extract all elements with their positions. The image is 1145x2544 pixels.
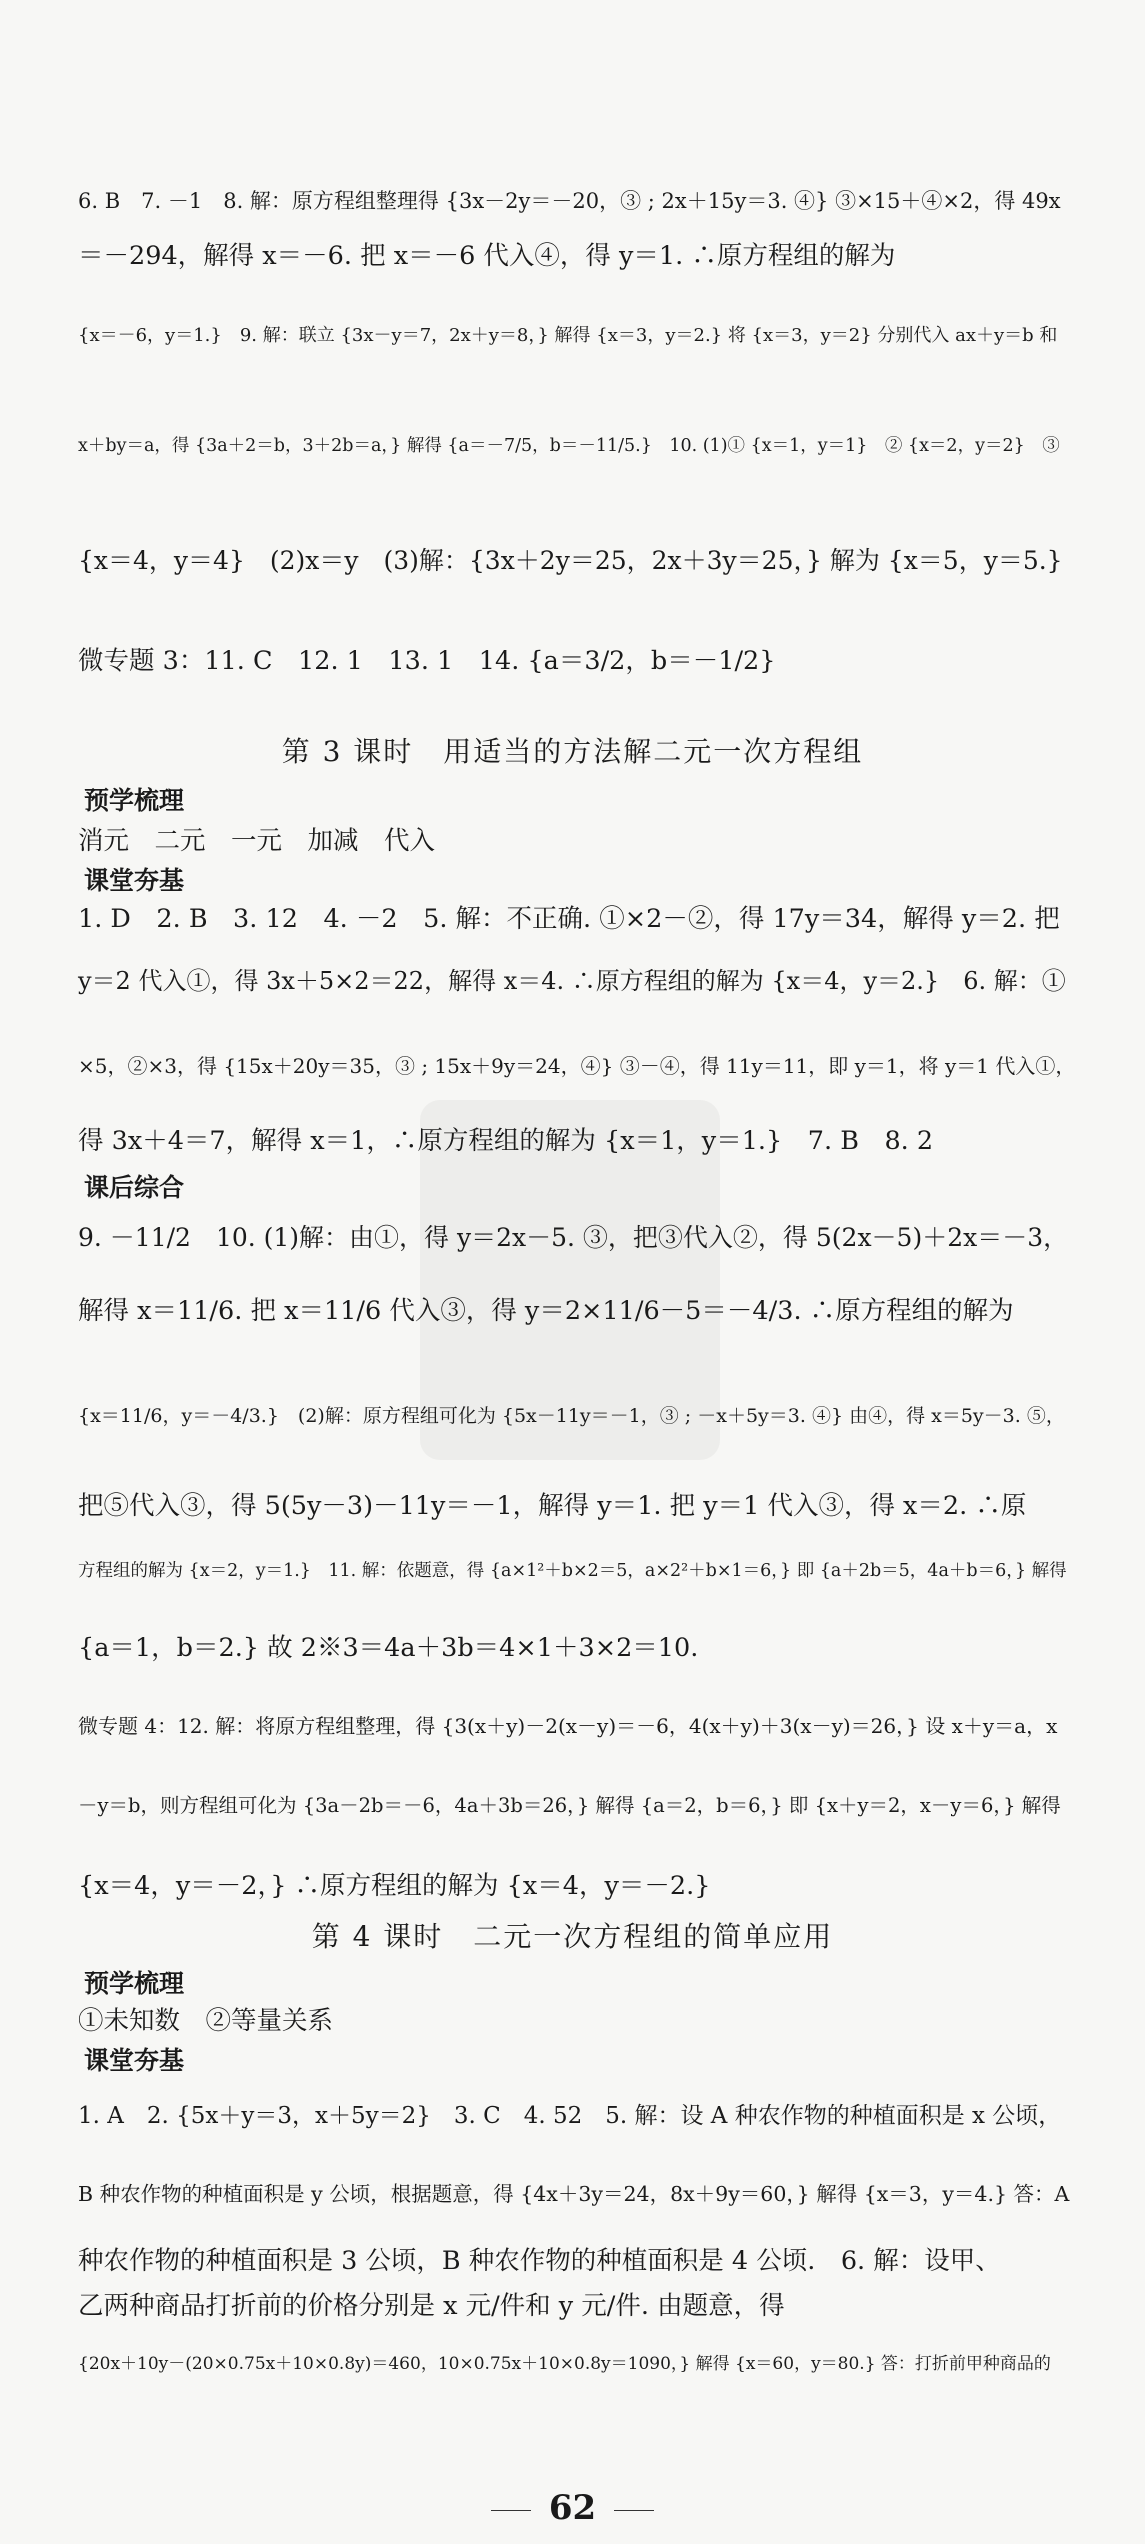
text-line: ①未知数 ②等量关系	[78, 2006, 334, 2036]
page-number	[0, 2488, 1145, 2528]
text-line: 解得 x＝11/6. 把 x＝11/6 代入③，得 y＝2×11/6－5＝－4/3. ∴原方程组的解为	[78, 1296, 1014, 1326]
text-line: {20x＋10y－(20×0.75x＋10×0.8y)＝460，10×0.75x＋10×0.8y＝1090，} 解得 {x＝60，y＝80.} 答：打折前甲种商品的	[78, 2354, 1051, 2374]
text-line: y＝2 代入①，得 3x＋5×2＝22，解得 x＝4. ∴原方程组的解为 {x＝4，y＝2.} 6. 解：①	[78, 967, 1066, 995]
text-line: 1. A 2. {5x＋y＝3，x＋5y＝2} 3. C 4. 52 5. 解：设 A 种农作物的种植面积是 x 公顷，	[78, 2103, 1062, 2129]
text-line: 种农作物的种植面积是 3 公顷，B 种农作物的种植面积是 4 公顷. 6. 解：设甲、	[78, 2246, 1001, 2276]
text-line: 6. B 7. －1 8. 解：原方程组整理得 {3x－2y＝－20，③ ; 2x＋15y＝3. ④} ③×15＋④×2，得 49x	[78, 189, 1061, 213]
text-line: 消元 二元 一元 加减 代入	[78, 826, 436, 856]
page-number-value: 62	[548, 2488, 597, 2528]
text-line: 1. D 2. B 3. 12 4. －2 5. 解：不正确. ①×2－②，得 17y＝34，解得 y＝2. 把	[78, 904, 1060, 934]
section-heading: 课后综合	[84, 1173, 185, 1202]
text-line: {x＝11/6，y＝－4/3.} (2)解：原方程组可化为 {5x－11y＝－1，③ ; －x＋5y＝3. ④} 由④，得 x＝5y－3. ⑤，	[78, 1405, 1065, 1427]
text-line: x＋by＝a，得 {3a＋2＝b，3＋2b＝a，} 解得 {a＝－7/5，b＝－11/5.} 10. (1)① {x＝1，y＝1} ② {x＝2，y＝2} ③	[78, 436, 1060, 456]
lesson-title: 第 4 课时 二元一次方程组的简单应用	[311, 1920, 834, 1953]
text-line: 9. －11/2 10. (1)解：由①，得 y＝2x－5. ③，把③代入②，得 5(2x－5)＋2x＝－3，	[78, 1223, 1069, 1252]
text-line: {a＝1，b＝2.} 故 2※3＝4a＋3b＝4×1＋3×2＝10.	[78, 1633, 699, 1663]
text-line: 微专题 3：11. C 12. 1 13. 1 14. {a＝3/2，b＝－1/2}	[78, 646, 776, 676]
text-line: {x＝4，y＝4} (2)x＝y (3)解：{3x＋2y＝25，2x＋3y＝25，} 解为 {x＝5，y＝5.}	[78, 546, 1063, 575]
divider	[614, 2510, 654, 2511]
section-heading: 预学梳理	[84, 1969, 185, 1998]
section-heading: 预学梳理	[84, 786, 185, 815]
text-line: B 种农作物的种植面积是 y 公顷，根据题意，得 {4x＋3y＝24，8x＋9y＝60，} 解得 {x＝3，y＝4.} 答：A	[78, 2182, 1070, 2206]
text-line: 微专题 4：12. 解：将原方程组整理，得 {3(x＋y)－2(x－y)＝－6，4(x＋y)＋3(x－y)＝26，} 设 x＋y＝a，x	[78, 1714, 1058, 1738]
text-line: 得 3x＋4＝7，解得 x＝1，∴原方程组的解为 {x＝1，y＝1.} 7. B 8. 2	[78, 1126, 934, 1156]
text-line: －y＝b，则方程组可化为 {3a－2b＝－6，4a＋3b＝26，} 解得 {a＝2，b＝6，} 即 {x＋y＝2，x－y＝6，} 解得	[78, 1794, 1061, 1817]
lesson-title: 第 3 课时 用适当的方法解二元一次方程组	[281, 735, 864, 768]
text-line: 把⑤代入③，得 5(5y－3)－11y＝－1，解得 y＝1. 把 y＝1 代入③，得 x＝2. ∴原	[78, 1491, 1027, 1521]
section-heading: 课堂夯基	[84, 866, 185, 895]
text-line: {x＝4，y＝－2，} ∴原方程组的解为 {x＝4，y＝－2.}	[78, 1871, 711, 1901]
divider	[491, 2510, 531, 2511]
section-heading: 课堂夯基	[84, 2046, 185, 2075]
text-line: {x＝－6，y＝1.} 9. 解：联立 {3x－y＝7，2x＋y＝8，} 解得 {x＝3，y＝2.} 将 {x＝3，y＝2} 分别代入 ax＋y＝b 和	[78, 325, 1058, 346]
text-line: ＝－294，解得 x＝－6. 把 x＝－6 代入④，得 y＝1. ∴原方程组的解为	[78, 241, 896, 271]
text-line: 方程组的解为 {x＝2，y＝1.} 11. 解：依题意，得 {a×1²＋b×2＝5，a×2²＋b×1＝6，} 即 {a＋2b＝5，4a＋b＝6，} 解得	[78, 1561, 1067, 1581]
text-line: ×5，②×3，得 {15x＋20y＝35，③ ; 15x＋9y＝24，④} ③－④，得 11y＝11，即 y＝1，将 y＝1 代入①，	[78, 1054, 1076, 1078]
text-line: 乙两种商品打折前的价格分别是 x 元/件和 y 元/件. 由题意，得	[78, 2291, 785, 2321]
